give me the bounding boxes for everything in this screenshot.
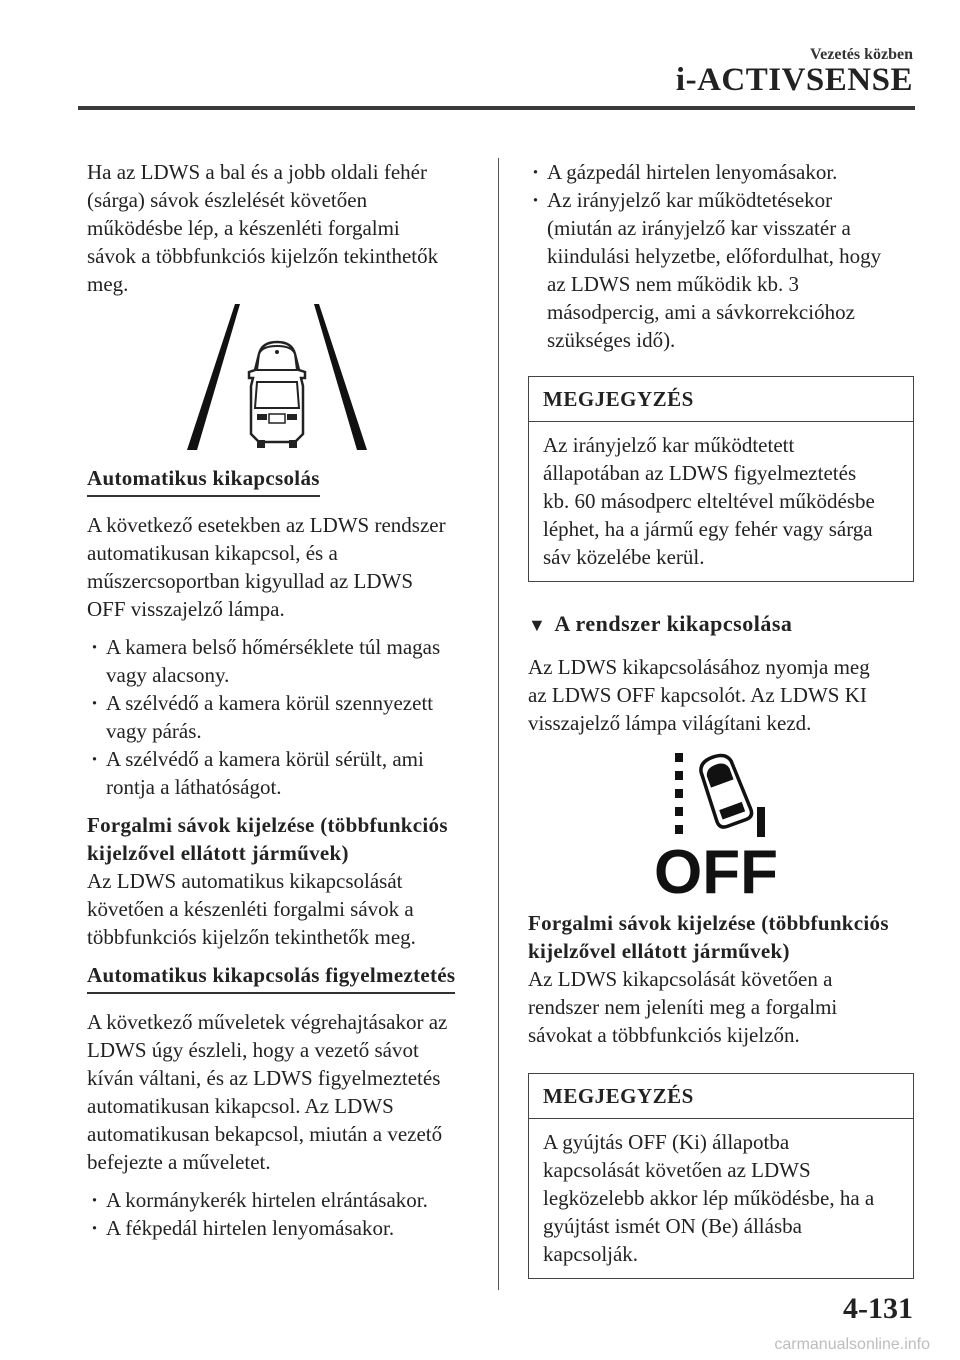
list-item-line: · A szélvédő a kamera körül sérült, ami xyxy=(106,747,424,771)
list-item-line: kiindulási helyzetbe, előfordulhat, hogy xyxy=(547,244,882,268)
auto-off-text: OFF visszajelző lámpa. xyxy=(87,597,285,621)
note-box xyxy=(528,1073,914,1279)
list-item-line: vagy alacsony. xyxy=(106,663,230,687)
note-line: kapcsolják. xyxy=(543,1242,639,1266)
disable-text: Az LDWS kikapcsolásához nyomja meg xyxy=(528,655,870,679)
list-item: · A fékpedál hirtelen lenyomásakor. xyxy=(87,1214,467,1242)
warn-text: automatikusan kikapcsol. Az LDWS xyxy=(87,1094,394,1118)
lanes-text: többfunkciós kijelzőn tekinthetők meg. xyxy=(87,925,416,949)
triangle-down-icon: ▼ xyxy=(528,615,547,635)
intro-line: Ha az LDWS a bal és a jobb oldali fehér xyxy=(87,160,427,184)
note-line: sáv közelébe kerül. xyxy=(543,545,705,569)
watermark: carmanualsonline.info xyxy=(774,1336,930,1353)
list-item-line: (miután az irányjelző kar visszatér a xyxy=(547,216,851,240)
warn-heading: Automatikus kikapcsolás figyelmeztetés xyxy=(87,961,455,994)
auto-off-text: automatikusan kikapcsol, és a xyxy=(87,541,338,565)
left-column xyxy=(87,158,467,1242)
page-number: 4-131 xyxy=(843,1292,913,1325)
auto-off-heading: Automatikus kikapcsolás xyxy=(87,464,320,497)
lanes-heading: kijelzővel ellátott járművek) xyxy=(87,841,349,865)
list-item-line: másodpercig, ami a sávkorrekcióhoz xyxy=(547,300,855,324)
disable-text: visszajelző lámpa világítani kezd. xyxy=(528,711,812,735)
note-line: állapotában az LDWS figyelmeztetés xyxy=(543,461,857,485)
list-item-line: · A szélvédő a kamera körül szennyezett xyxy=(106,691,434,715)
right-column xyxy=(528,158,916,1279)
list-item-line: · A gázpedál hirtelen lenyomásakor. xyxy=(547,160,838,184)
intro-line: sávok a többfunkciós kijelzőn tekinthetők xyxy=(87,244,439,268)
list-item xyxy=(528,186,916,354)
warn-text: befejezte a műveletet. xyxy=(87,1150,271,1174)
list-item xyxy=(87,745,467,801)
list-item xyxy=(528,158,916,186)
note-body xyxy=(529,422,913,581)
auto-off-text: A következő esetekben az LDWS rendszer xyxy=(87,513,446,537)
column-divider xyxy=(498,158,499,1290)
lanes-text: követően a készenléti forgalmi sávok a xyxy=(87,897,414,921)
note-title: MEGJEGYZÉS xyxy=(529,1074,913,1119)
list-item xyxy=(87,689,467,745)
list-item-line: · Az irányjelző kar működtetésekor xyxy=(547,188,833,212)
list-item-line: szükséges idő). xyxy=(547,328,676,352)
lanes-text: sávokat a többfunkciós kijelzőn. xyxy=(528,1023,800,1047)
list-item xyxy=(87,633,467,689)
note-title: MEGJEGYZÉS xyxy=(529,377,913,422)
disable-heading xyxy=(528,610,916,639)
list-item-line: az LDWS nem működik kb. 3 xyxy=(547,272,799,296)
warn-text: A következő műveletek végrehajtásakor az xyxy=(87,1010,448,1034)
car-lanes-display-icon xyxy=(187,304,367,450)
note-line: Az irányjelző kar működtetett xyxy=(543,433,795,457)
disable-heading-text: A rendszer kikapcsolása xyxy=(554,611,793,636)
note-box xyxy=(528,376,914,582)
auto-off-text: műszercsoportban kigyullad az LDWS xyxy=(87,569,413,593)
list-item: · A kormánykerék hirtelen elrántásakor. xyxy=(87,1186,467,1214)
lanes-text: Az LDWS kikapcsolását követően a xyxy=(528,967,833,991)
intro-line: meg. xyxy=(87,272,129,296)
note-line: kapcsolását követően az LDWS xyxy=(543,1158,811,1182)
disable-text: az LDWS OFF kapcsolót. Az LDWS KI xyxy=(528,683,867,707)
warn-text: automatikusan bekapcsol, miután a vezető xyxy=(87,1122,443,1146)
lanes-heading: Forgalmi sávok kijelzése (többfunkciós xyxy=(528,911,889,935)
lanes-text: Az LDWS automatikus kikapcsolását xyxy=(87,869,403,893)
intro-line: (sárga) sávok észlelését követően xyxy=(87,188,368,212)
note-line: léphet, ha a jármű egy fehér vagy sárga xyxy=(543,517,873,541)
lanes-heading: kijelzővel ellátott járművek) xyxy=(528,939,790,963)
off-label: OFF xyxy=(654,838,778,897)
note-line: A gyújtás OFF (Ki) állapotba xyxy=(543,1130,790,1154)
note-line: legközelebb akkor lép működésbe, ha a xyxy=(543,1186,875,1210)
warn-text: kíván váltani, és az LDWS figyelmeztetés xyxy=(87,1066,441,1090)
section-title: i-ACTIVSENSE xyxy=(675,62,913,98)
list-item-line: vagy párás. xyxy=(106,719,202,743)
lanes-heading: Forgalmi sávok kijelzése (többfunkciós xyxy=(87,813,448,837)
note-line: kb. 60 másodperc elteltével működésbe xyxy=(543,489,875,513)
list-item-line: rontja a láthatóságot. xyxy=(106,775,282,799)
note-body xyxy=(529,1119,913,1278)
list-item-line: · A kamera belső hőmérséklete túl magas xyxy=(106,635,441,659)
warn-text: LDWS úgy észleli, hogy a vezető sávot xyxy=(87,1038,419,1062)
ldws-off-indicator-icon xyxy=(653,747,779,897)
header-rule xyxy=(78,106,915,110)
note-line: gyújtást ismét ON (Be) állásba xyxy=(543,1214,802,1238)
section-subtitle: Vezetés közben xyxy=(810,46,913,63)
lanes-text: rendszer nem jeleníti meg a forgalmi xyxy=(528,995,838,1019)
intro-line: működésbe lép, a készenléti forgalmi xyxy=(87,216,400,240)
